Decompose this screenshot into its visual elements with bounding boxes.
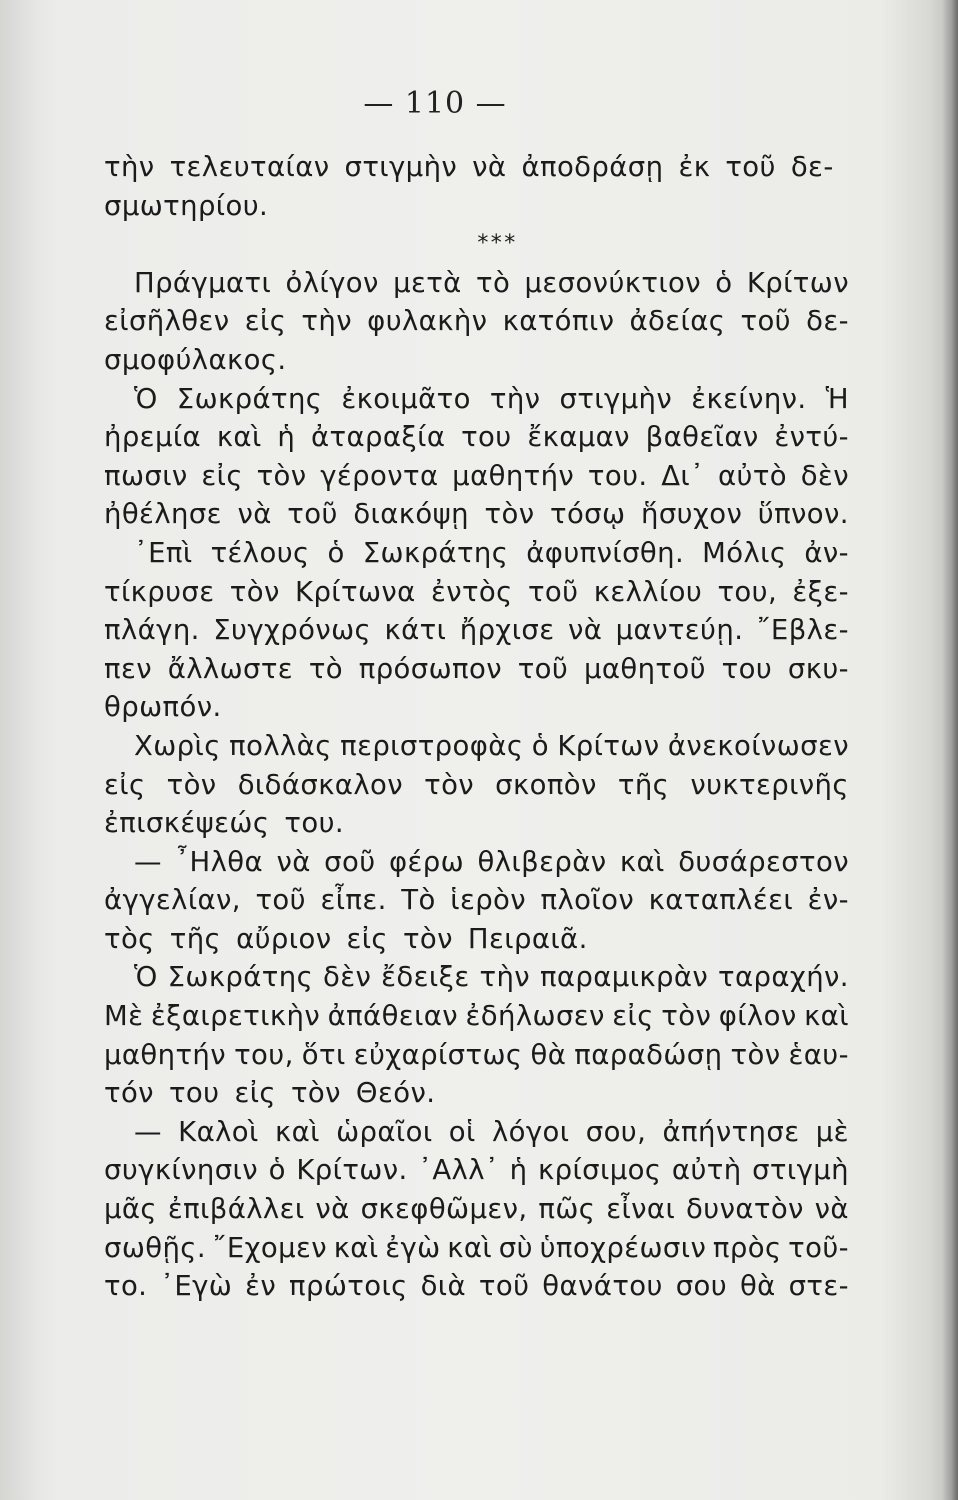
word: — (134, 1115, 162, 1148)
word: τὸ (476, 266, 511, 299)
word: σου, (585, 1115, 647, 1148)
word: σκεφθῶμεν, (360, 1193, 528, 1226)
word: θανάτου (542, 1270, 663, 1303)
text-line (104, 727, 849, 766)
word: ἀπάθειαν (327, 1000, 459, 1033)
word: σμωτηρίου. (104, 189, 269, 222)
word: ἔδειξε (381, 961, 470, 994)
word: του, (234, 1038, 294, 1071)
word: ἀποδράσῃ (521, 151, 664, 183)
word: Κρίτων. (296, 1154, 408, 1187)
word: ῎Εβλε- (756, 614, 849, 647)
text-line (104, 380, 849, 419)
word: τὸν (661, 1000, 712, 1033)
text-line (104, 187, 849, 226)
word: ἀπήντησε (662, 1115, 800, 1148)
word: ἐντύ- (774, 421, 849, 454)
word: καὶ (216, 421, 262, 454)
word: ἐκ (678, 151, 711, 183)
word: ἐγὼ (385, 1231, 441, 1264)
section-divider (104, 225, 849, 264)
word: ἐπιβάλλει (167, 1193, 305, 1226)
word: τοῦ (255, 884, 306, 917)
word: κάτι (384, 614, 447, 647)
word: τῆς (169, 922, 222, 955)
word: πολλὰς (229, 729, 332, 762)
word: το. (104, 1270, 148, 1303)
word: μαθητοῦ (583, 652, 706, 685)
word: θρωπόν. (104, 691, 222, 724)
word: κελλίου (593, 575, 703, 608)
word: ἐπισκέψεώς (104, 807, 270, 840)
word: παραδώσῃ (574, 1038, 723, 1071)
word: του. (284, 807, 345, 840)
word: μετὰ (393, 266, 462, 299)
word: οἱ (448, 1115, 476, 1148)
word: Μόλις (702, 536, 787, 569)
word: Σωκράτης (176, 382, 323, 415)
text-line (104, 804, 849, 843)
word: δε- (806, 305, 849, 338)
word: τόσῳ (550, 498, 626, 531)
word: ἐκείνην. (691, 382, 807, 415)
word: ῏Ηλθα (175, 845, 263, 878)
word: τὸς (104, 922, 155, 955)
word: πρώτοις (289, 1270, 408, 1303)
word: του. (587, 459, 648, 492)
word: ὡραῖοι (336, 1115, 433, 1148)
word: συγκίνησιν (104, 1154, 259, 1187)
word: τὴν (301, 305, 352, 338)
word: ἡ (277, 421, 296, 454)
word: Τὸ (401, 884, 436, 917)
word: * (477, 231, 489, 257)
word: καὶ (274, 1115, 320, 1148)
text-line (104, 573, 849, 612)
word: τὸν (229, 575, 280, 608)
word: φίλον (718, 1000, 797, 1033)
word: δυσάρεστον (678, 845, 849, 878)
word: * (504, 231, 516, 257)
word: στιγμὴν (559, 382, 673, 415)
word: διὰ (420, 1270, 467, 1303)
word: πῶς (538, 1193, 596, 1226)
word: νὰ (472, 151, 507, 183)
word: τοῦ (725, 151, 776, 183)
word: ἄλλωστε (167, 652, 294, 685)
text-line (104, 1151, 849, 1190)
word: νὰ (315, 1193, 350, 1226)
page-number: — 110 — (363, 86, 507, 121)
word: εἶναι (606, 1193, 676, 1226)
text-line (104, 534, 849, 573)
word: ὁ (268, 1154, 286, 1187)
word: τὸν (290, 1077, 341, 1110)
word: μᾶς (104, 1193, 157, 1226)
word: τελευταίαν (169, 151, 330, 183)
word: ἀδείας (629, 305, 726, 338)
word: αὐτὸ (717, 459, 788, 492)
text-line (104, 958, 849, 997)
word: εἰς (346, 922, 388, 955)
word: πεν (104, 652, 152, 685)
word: αὔριον (236, 922, 332, 955)
word: διδάσκαλον (237, 768, 403, 801)
text-line (104, 302, 849, 341)
text-line (104, 920, 849, 959)
word: ἐν- (807, 884, 849, 917)
word: πλοῖον (540, 884, 635, 917)
word: τοῦ (287, 498, 338, 531)
word: σμοφύλακος. (104, 343, 287, 376)
word: φέρω (388, 845, 465, 878)
word: σοῦ (324, 845, 376, 878)
word: τὸν (166, 768, 217, 801)
word: ἥσυχον (640, 498, 743, 531)
word: Σωκράτης (167, 961, 314, 994)
text-line (104, 1113, 849, 1152)
word: πλάγη. (104, 614, 200, 647)
text-line (104, 1190, 849, 1229)
word: του (168, 1077, 220, 1110)
word: τὸν (730, 1038, 781, 1071)
text-line (104, 1036, 849, 1075)
word: δε- (790, 151, 834, 183)
word: ταραχήν. (718, 961, 849, 994)
word: Ὁ (134, 382, 158, 415)
page-edge-shading (0, 0, 60, 1500)
word: σου (675, 1270, 728, 1303)
word: εἰσῆλθεν (104, 305, 230, 338)
text-line (104, 341, 849, 380)
word: τοῦ (740, 305, 791, 338)
word: καὶ (804, 1000, 849, 1033)
word: στε- (788, 1270, 849, 1303)
word: ῎Εχομεν (212, 1231, 328, 1264)
word: πρὸς (712, 1231, 782, 1264)
word: κρίσιμος (538, 1154, 662, 1187)
word: — (134, 845, 162, 878)
word: θλιβερὰν (477, 845, 607, 878)
word: Καλοὶ (178, 1115, 259, 1148)
word: ᾿Αλλ᾿ (418, 1154, 500, 1187)
word: ἱερὸν (450, 884, 527, 917)
text-line (104, 688, 849, 727)
word: * (490, 231, 503, 257)
word: τοῦ (478, 1270, 530, 1303)
word: ὕπνον. (757, 498, 849, 531)
word: Χωρὶς (134, 729, 221, 762)
word: Πράγματι (134, 266, 272, 299)
word: Κρίτων (746, 266, 849, 299)
text-line (104, 1229, 849, 1268)
word: εὐχαρίστως (353, 1038, 523, 1071)
text-line (104, 1267, 849, 1306)
word: ὁ (531, 729, 549, 762)
word: τὴν (489, 382, 541, 415)
word: Δι᾿ (661, 459, 705, 492)
word: τόν (104, 1077, 154, 1110)
text-line (104, 843, 849, 882)
word: Σωκράτης (362, 536, 509, 569)
word: στιγμὴν (344, 151, 458, 183)
word: ἠρεμία (104, 421, 202, 454)
word: τὸν (484, 498, 535, 531)
word: τὸν (256, 459, 307, 492)
word: καταπλέει (648, 884, 794, 917)
word: σωθῇς. (104, 1231, 206, 1264)
word: περιστροφὰς (340, 729, 524, 762)
word: μαθητήν (104, 1038, 227, 1071)
word: καὶ (619, 845, 665, 878)
word: νὰ (567, 614, 603, 647)
word: Πειραιᾶ. (467, 922, 588, 955)
word: ᾿Εγὼ (160, 1270, 233, 1303)
word: τὸν (424, 768, 475, 801)
word: τοῦ- (788, 1231, 849, 1264)
text-line (104, 881, 849, 920)
word: κατόπιν (502, 305, 615, 338)
word: Ἡ (825, 382, 849, 415)
text-line (104, 766, 849, 805)
text-line (104, 495, 849, 534)
word: ὀλίγον (285, 266, 379, 299)
word: ἐντὸς (430, 575, 513, 608)
word: ἐδήλωσεν (465, 1000, 605, 1033)
word: ἡ (509, 1154, 528, 1187)
word: νὰ (814, 1193, 849, 1226)
word: ὁ (327, 536, 345, 569)
word: σὺ (498, 1231, 533, 1264)
word: τοῦ (527, 575, 579, 608)
word: ἐν (245, 1270, 277, 1303)
word: ἀφυπνίσθη. (526, 536, 685, 569)
word: εἰς (104, 768, 146, 801)
word: δὲν (323, 961, 372, 994)
word: θὰ (739, 1270, 776, 1303)
body-text (104, 148, 849, 1306)
word: τὸν (402, 922, 453, 955)
word: ἀγγελίαν, (104, 884, 241, 917)
word: του (461, 421, 512, 454)
page-binding-shadow (942, 0, 958, 1500)
text-line (104, 997, 849, 1036)
text-line (104, 418, 849, 457)
word: διακόψῃ (353, 498, 469, 531)
word: σκυ- (787, 652, 849, 685)
word: ἤρχισε (459, 614, 555, 647)
word: μαθητήν (452, 459, 575, 492)
word: ἔκαμαν (527, 421, 630, 454)
word: παραμικρὰν (539, 961, 709, 994)
word: τὸ (308, 652, 343, 685)
word: νὰ (276, 845, 311, 878)
word: Ὁ (134, 961, 158, 994)
word: τῆς (617, 768, 670, 801)
word: γέροντα (320, 459, 439, 492)
word: σκοπὸν (495, 768, 597, 801)
word: ἀταραξία (310, 421, 446, 454)
word: εἰς (234, 1077, 276, 1110)
word: βαθεῖαν (645, 421, 759, 454)
text-line (104, 611, 849, 650)
word: ἀν- (804, 536, 849, 569)
word: ὅτι (301, 1038, 346, 1071)
word: εἰς (244, 305, 287, 338)
text-line (104, 1074, 849, 1113)
word: μαντεύῃ. (615, 614, 744, 647)
text-line (104, 148, 849, 187)
word: Συγχρόνως (213, 614, 372, 647)
word: πωσιν (104, 459, 188, 492)
word: στιγμὴ (752, 1154, 849, 1187)
word: αὐτὴ (671, 1154, 742, 1187)
word: ὑποχρέωσιν (539, 1231, 707, 1264)
word: τέλους (210, 536, 310, 569)
word: ἐκοιμᾶτο (341, 382, 471, 415)
text-line (104, 264, 849, 303)
word: καὶ (333, 1231, 379, 1264)
word: νυκτερινῆς (690, 768, 849, 801)
word: μὲ (815, 1115, 849, 1148)
word: πρόσωπον (358, 652, 502, 685)
word: Κρίτωνα (295, 575, 416, 608)
word: μεσονύκτιον (524, 266, 702, 299)
word: ἐξαιρετικὴν (150, 1000, 321, 1033)
text-line (104, 457, 849, 496)
word: τὴν (104, 151, 155, 183)
word: λόγοι (491, 1115, 570, 1148)
word: Μὲ (104, 1000, 144, 1033)
word: Κρίτων (557, 729, 660, 762)
word: ἀνεκοίνωσεν (667, 729, 849, 762)
word: του (721, 652, 773, 685)
text-line (104, 650, 849, 689)
word: τίκρυσε (104, 575, 215, 608)
word: ἐξε- (792, 575, 849, 608)
word: του, (717, 575, 778, 608)
word: δυνατὸν (686, 1193, 804, 1226)
word: τοῦ (517, 652, 569, 685)
word: εἰς (201, 459, 243, 492)
word: Θεόν. (355, 1077, 436, 1110)
word: εἰς (612, 1000, 654, 1033)
word: ᾿Επὶ (134, 536, 193, 569)
word: φυλακὴν (367, 305, 488, 338)
word: ἑαυ- (788, 1038, 849, 1071)
word: εἶπε. (320, 884, 387, 917)
word: ὁ (715, 266, 733, 299)
word: καὶ (447, 1231, 493, 1264)
word: ἠθέλησε (104, 498, 222, 531)
word: δὲν (800, 459, 849, 492)
word: τὴν (479, 961, 531, 994)
word: νὰ (237, 498, 272, 531)
word: θὰ (530, 1038, 567, 1071)
